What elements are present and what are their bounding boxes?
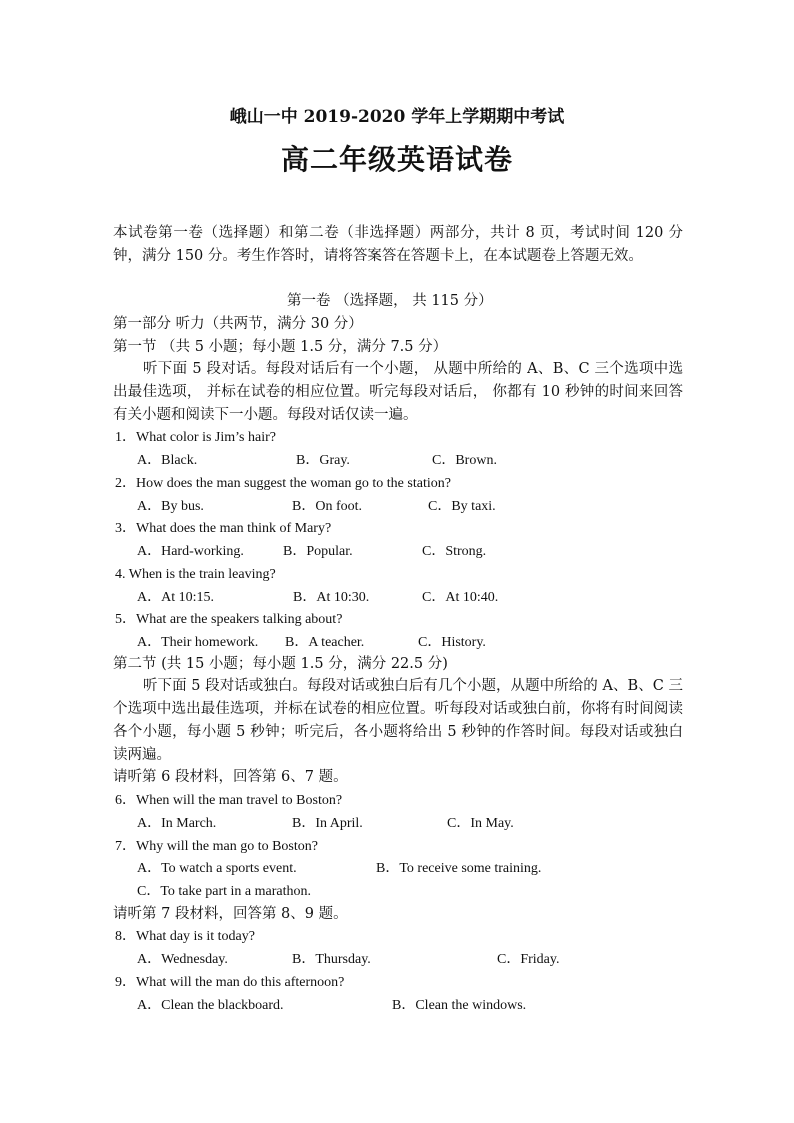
material-6-label: 请听第 6 段材料，回答第 6、7 题。	[113, 769, 348, 785]
question-2-option-c: C．By taxi.	[428, 499, 496, 514]
question-1-option-b: B．Gray.	[296, 453, 350, 468]
question-5-option-b: B．A teacher.	[285, 635, 365, 650]
question-4-option-c: C．At 10:40.	[422, 590, 499, 605]
question-6-stem: 6．When will the man travel to Boston?	[115, 793, 343, 808]
question-8-option-a: A．Wednesday.	[137, 952, 228, 967]
question-3-stem: 3．What does the man think of Mary?	[115, 521, 332, 536]
question-7-option-a: A．To watch a sports event.	[137, 861, 297, 876]
exam-title: 高二年级英语试卷	[280, 143, 513, 176]
section-1-title: 第一节 （共 5 小题；每小题 1.5 分，满分 7.5 分）	[113, 339, 448, 355]
question-2-option-b: B．On foot.	[292, 499, 362, 514]
question-9-option-b: B．Clean the windows.	[392, 998, 527, 1013]
part-1-title: 第一部分 听力（共两节，满分 30 分）	[113, 316, 363, 332]
question-6-option-c: C．In May.	[447, 816, 514, 831]
question-4-option-a: A．At 10:15.	[137, 590, 214, 605]
question-7-stem: 7．Why will the man go to Boston?	[115, 839, 318, 854]
section-2-title: 第二节 (共 15 小题；每小题 1.5 分，满分 22.5 分)	[113, 656, 448, 672]
question-6-option-b: B．In April.	[292, 816, 363, 831]
volume-1-title: 第一卷 （选择题， 共 115 分）	[287, 293, 493, 309]
question-3-option-c: C．Strong.	[422, 544, 487, 559]
question-9-option-a: A．Clean the blackboard.	[137, 998, 284, 1013]
question-3-option-b: B．Popular.	[283, 544, 353, 559]
question-8-stem: 8．What day is it today?	[115, 929, 255, 944]
question-4-option-b: B．At 10:30.	[293, 590, 370, 605]
intro-paragraph: 本试卷第一卷（选择题）和第二卷（非选择题）两部分，共计 8 页，考试时间 120 分钟，满分 150 分。考生作答时，请将答案答在答题卡上，在本试题卷上答题无效。	[113, 225, 683, 264]
question-8-option-b: B．Thursday.	[292, 952, 371, 967]
question-9-stem: 9．What will the man do this afternoon?	[115, 975, 345, 990]
school-exam-title: 峨山一中 2019-2020 学年上学期期中考试	[229, 107, 565, 127]
question-5-option-c: C．History.	[418, 635, 486, 650]
section-1-instructions: 听下面 5 段对话。每段对话后有一个小题， 从题中所给的 A、B、C 三个选项中选出最佳选项， 并标在试卷的相应位置。听完每段对话后， 你都有 10 秒钟的时间来回答有关小题和阅读下一小题。每段对话仅读一遍。	[113, 361, 683, 423]
question-1-option-a: A．Black.	[137, 453, 198, 468]
question-7-option-b: B．To receive some training.	[376, 861, 542, 876]
material-7-label: 请听第 7 段材料，回答第 8、9 题。	[113, 906, 348, 922]
section-2-instructions: 听下面 5 段对话或独白。每段对话或独白后有几个小题，从题中所给的 A、B、C 三个选项中选出最佳选项，并标在试卷的相应位置。听每段对话或独白前，你将有时间阅读各个小题，每小题 5 秒钟；听完后，各小题将给出 5 秒钟的作答时间。每段对话或独白读两遍。	[113, 678, 683, 763]
question-3-option-a: A．Hard-working.	[137, 544, 244, 559]
question-7-option-c: C．To take part in a marathon.	[137, 884, 311, 899]
question-2-option-a: A．By bus.	[137, 499, 204, 514]
question-5-stem: 5．What are the speakers talking about?	[115, 612, 343, 627]
question-1-stem: 1．What color is Jim’s hair?	[115, 430, 276, 445]
question-6-option-a: A．In March.	[137, 816, 217, 831]
question-8-option-c: C．Friday.	[497, 952, 560, 967]
question-2-stem: 2．How does the man suggest the woman go to the station?	[115, 476, 451, 491]
question-4-stem: 4. When is the train leaving?	[115, 567, 276, 582]
question-5-option-a: A．Their homework.	[137, 635, 259, 650]
question-1-option-c: C．Brown.	[432, 453, 497, 468]
